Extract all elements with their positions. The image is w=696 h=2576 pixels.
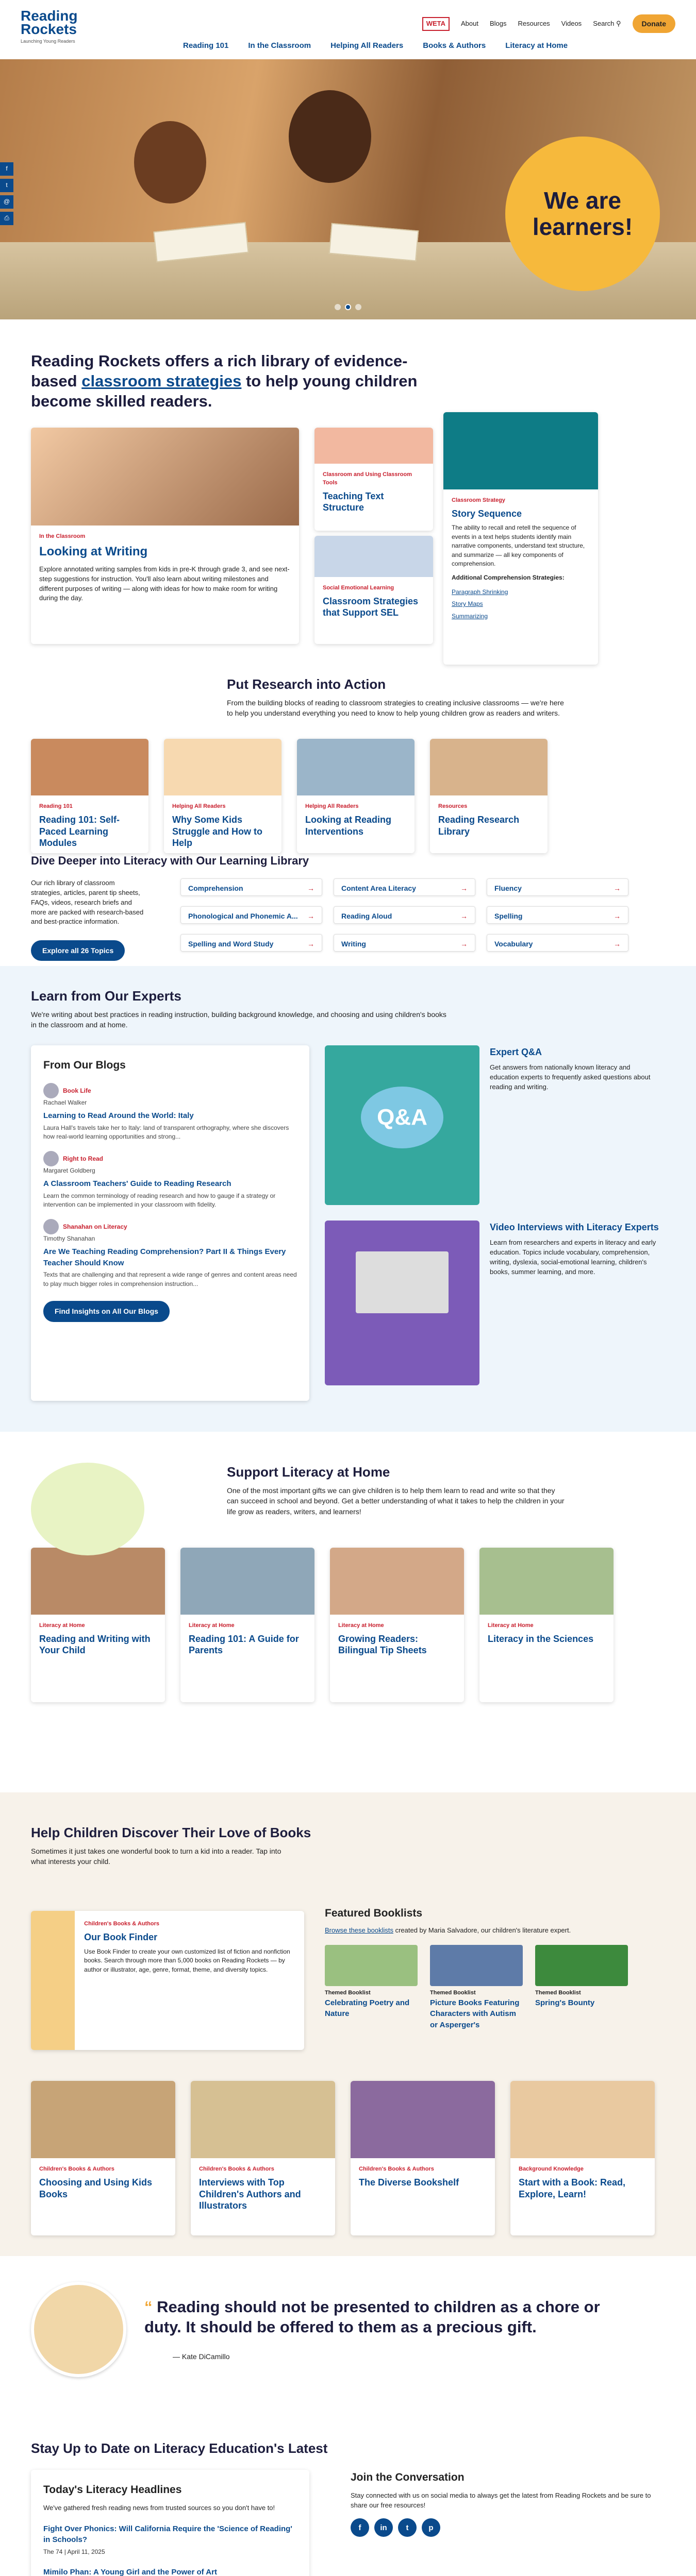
avatar <box>43 1219 59 1234</box>
card-eyebrow: Children's Books & Authors <box>84 1921 160 1927</box>
card-image <box>191 2081 335 2158</box>
stay-updated-section <box>31 2408 665 2576</box>
quote-text: “ Reading should not be presented to children as a chore or duty. It should be offered to them as a precious gift. <box>144 2298 600 2336</box>
research-section <box>31 675 665 853</box>
linkedin-icon[interactable]: in <box>374 2518 393 2537</box>
blog-post[interactable] <box>43 1151 297 1210</box>
facebook-icon[interactable]: f <box>351 2518 369 2537</box>
card-eyebrow: Literacy at Home <box>338 1622 384 1629</box>
card-title: Spring's Bounty <box>535 1998 595 2007</box>
card-title: Picture Books Featuring Characters with Autism or Asperger's <box>430 1998 520 2029</box>
qa-heading: Expert Q&A <box>490 1047 542 1058</box>
arrow-right-icon: → <box>460 884 468 892</box>
card-title: Reading 101: Self-Paced Learning Modules <box>39 815 120 849</box>
card-text: The ability to recall and retell the sequence of events in a text helps students identify main narrative components, understand text structure, and summarize — all key components of comprehension. <box>452 524 585 567</box>
qa-badge: Q&A <box>361 1087 443 1148</box>
card-image <box>510 2081 655 2158</box>
blog-name: Book Life <box>63 1087 91 1094</box>
card-eyebrow: Social Emotional Learning <box>323 585 394 591</box>
card-title: Looking at Writing <box>39 544 148 558</box>
post-title[interactable]: A Classroom Teachers' Guide to Reading Research <box>43 1179 231 1189</box>
research-text: From the building blocks of reading to classroom strategies to creating inclusive classrooms — we're here to help you understand everything you need to know to help young children grow as readers and writers. <box>227 698 564 717</box>
topic-grid <box>180 878 628 952</box>
browse-booklists-link[interactable]: Browse these booklists <box>325 1926 393 1934</box>
carousel-dot[interactable] <box>355 304 361 310</box>
weta-link[interactable]: WETA <box>422 17 450 31</box>
topic-vocabulary[interactable]: Vocabulary → <box>487 934 628 952</box>
hero-banner <box>0 59 696 319</box>
card-eyebrow: Reading 101 <box>39 803 73 810</box>
conversation-heading: Join the Conversation <box>351 2471 465 2484</box>
support-literacy-section <box>31 1432 665 1792</box>
arrow-right-icon: → <box>307 912 314 920</box>
nav-in-the-classroom[interactable]: In the Classroom <box>248 41 311 50</box>
card-image <box>31 1548 165 1615</box>
join-conversation <box>351 2470 665 2537</box>
card-eyebrow: Literacy at Home <box>488 1622 534 1629</box>
resources-link[interactable]: Resources <box>518 19 550 27</box>
books-card[interactable] <box>510 2081 655 2235</box>
headlines-panel <box>31 2470 309 2576</box>
nav-reading-101[interactable]: Reading 101 <box>183 41 229 50</box>
card-title: Looking at Reading Interventions <box>305 815 392 837</box>
card-title: Literacy in the Sciences <box>488 1633 594 1644</box>
card-title: Our Book Finder <box>84 1932 158 1943</box>
home-card[interactable] <box>330 1548 464 1702</box>
author-portrait <box>31 2282 126 2377</box>
booklists-heading: Featured Booklists <box>325 1907 423 1920</box>
headline-item[interactable] <box>43 2523 297 2557</box>
experts-section <box>0 966 696 1432</box>
post-title[interactable]: Are We Teaching Reading Comprehension? Part II & Things Every Teacher Should Know <box>43 1247 286 1267</box>
topic-content-area-literacy[interactable]: Content Area Literacy → <box>334 878 475 896</box>
headline-title[interactable]: Fight Over Phonics: Will California Require the 'Science of Reading' in Schools? <box>43 2524 292 2545</box>
books-card[interactable] <box>31 2081 175 2235</box>
experts-lead: We're writing about best practices in reading instruction, building background knowledge, and choosing and using children's books in the classroom and at home. <box>31 1010 446 1029</box>
topic-comprehension[interactable]: Comprehension → <box>180 878 322 896</box>
email-icon[interactable]: @ <box>0 195 13 209</box>
card-title: Start with a Book: Read, Explore, Learn! <box>519 2177 626 2199</box>
card-eyebrow: Children's Books & Authors <box>39 2166 114 2173</box>
social-links <box>351 2518 665 2537</box>
carousel-dot[interactable] <box>335 304 341 310</box>
card-image <box>325 1945 418 1986</box>
card-eyebrow: Children's Books & Authors <box>199 2166 274 2173</box>
research-card[interactable] <box>430 739 548 853</box>
utility-nav <box>422 14 675 33</box>
arrow-right-icon: → <box>460 940 468 948</box>
facebook-icon[interactable]: f <box>0 162 13 176</box>
quote-author: — Kate DiCamillo <box>173 2352 230 2361</box>
search-button[interactable] <box>593 19 621 29</box>
research-card[interactable] <box>164 739 281 853</box>
blog-name: Right to Read <box>63 1155 103 1162</box>
card-title: Classroom Strategies that Support SEL <box>323 596 419 618</box>
videos-link[interactable]: Videos <box>561 19 582 27</box>
discover-heading: Help Children Discover Their Love of Books <box>31 1825 311 1841</box>
twitter-icon[interactable]: t <box>398 2518 417 2537</box>
booklist-item[interactable] <box>430 1945 523 2031</box>
arrow-right-icon: → <box>460 912 468 920</box>
booklists-text: Browse these booklists created by Maria Salvadore, our children's literature expert. <box>325 1926 571 1934</box>
blogs-heading: From Our Blogs <box>43 1059 126 1072</box>
video-heading: Video Interviews with Literacy Experts <box>490 1222 659 1233</box>
about-link[interactable]: About <box>461 19 478 27</box>
post-excerpt: Learn the common terminology of reading research and how to gauge if a strategy or intervention can be implemented in your classroom with fidelity. <box>43 1192 276 1209</box>
blog-post[interactable] <box>43 1219 297 1289</box>
dive-text: Our rich library of classroom strategies, articles, parent tip sheets, FAQs, videos, research briefs and more are packed with research-based and best-practice information. <box>31 879 144 926</box>
arrow-right-icon: → <box>307 884 314 892</box>
site-logo[interactable] <box>21 9 98 45</box>
carousel-dot-active[interactable] <box>345 304 351 310</box>
arrow-right-icon: → <box>307 940 314 948</box>
card-image <box>31 739 148 795</box>
hero-child-figure <box>134 121 206 204</box>
video-interviews-block[interactable] <box>325 1221 665 1391</box>
card-eyebrow: Classroom and Using Classroom Tools <box>323 471 412 486</box>
story-sequence-card[interactable] <box>443 412 598 665</box>
card-image <box>443 412 598 489</box>
card-title: Reading Research Library <box>438 815 520 837</box>
share-bar <box>0 162 13 225</box>
card-eyebrow: Themed Booklist <box>325 1989 371 1996</box>
card-title: Choosing and Using Kids Books <box>39 2177 152 2199</box>
learning-library-section <box>31 853 665 966</box>
avatar <box>43 1083 59 1098</box>
card-image <box>31 428 299 526</box>
stay-heading: Stay Up to Date on Literacy Education's Latest <box>31 2441 328 2456</box>
more-strategies-label: Additional Comprehension Strategies: <box>452 574 565 582</box>
research-card[interactable] <box>297 739 415 853</box>
research-heading: Put Research into Action <box>227 676 386 692</box>
card-title: Story Sequence <box>452 508 522 519</box>
laptop-icon <box>356 1251 449 1313</box>
explore-topics-button[interactable]: Explore all 26 Topics <box>31 940 125 961</box>
support-heading: Support Literacy at Home <box>227 1464 390 1480</box>
headline-title[interactable]: Mimilo Phan: A Young Girl and the Power of Art <box>43 2568 217 2576</box>
card-title: Growing Readers: Bilingual Tip Sheets <box>338 1633 427 1656</box>
all-blogs-button[interactable]: Find Insights on All Our Blogs <box>43 1301 170 1321</box>
card-eyebrow: In the Classroom <box>39 533 86 539</box>
arrow-right-icon: → <box>614 912 621 920</box>
headlines-heading: Today's Literacy Headlines <box>43 2484 182 2496</box>
post-author: Rachael Walker <box>43 1098 87 1106</box>
blog-post[interactable] <box>43 1083 297 1142</box>
support-illustration <box>31 1463 144 1555</box>
post-excerpt: Texts that are challenging and that represent a wide range of genres and content areas need to play much bigger roles in comprehension instruction... <box>43 1271 297 1287</box>
discover-books-section <box>0 1792 696 2256</box>
books-card[interactable] <box>351 2081 495 2235</box>
looking-at-writing-card[interactable] <box>31 428 299 644</box>
research-card[interactable] <box>31 739 148 853</box>
card-eyebrow: Literacy at Home <box>39 1622 85 1629</box>
classroom-strategies-link[interactable]: classroom strategies <box>81 371 242 390</box>
dive-heading: Dive Deeper into Literacy with Our Learning Library <box>31 854 309 867</box>
support-text: One of the most important gifts we can give children is to help them learn to read and write so that they can succeed in school and beyond. Get a better understanding of what it takes to help the children in your life grow as readers, writers, and learners! <box>227 1486 565 1516</box>
library-heading: Reading Rockets offers a rich library of evidence-based classroom strategies to help young children become skilled readers. <box>31 352 418 410</box>
featured-booklists <box>325 1906 665 2030</box>
search-label: Search <box>593 19 615 27</box>
post-title[interactable]: Learning to Read Around the World: Italy <box>43 1111 194 1121</box>
headline-item[interactable] <box>43 2567 297 2576</box>
topic-writing[interactable]: Writing → <box>334 934 475 952</box>
card-eyebrow: Background Knowledge <box>519 2166 584 2173</box>
topic-spelling-word-study[interactable]: Spelling and Word Study → <box>180 934 322 952</box>
video-image <box>325 1221 479 1385</box>
main-nav <box>183 40 568 52</box>
topic-spelling[interactable]: Spelling → <box>487 906 628 924</box>
qa-text: Get answers from nationally known literacy and education experts to frequently asked questions about reading and writing. <box>490 1063 651 1091</box>
headlines-text: We've gathered fresh reading news from trusted sources so you don't have to! <box>43 2503 275 2512</box>
card-title: The Diverse Bookshelf <box>359 2177 459 2188</box>
post-author: Timothy Shanahan <box>43 1234 95 1242</box>
card-title: Teaching Text Structure <box>323 490 384 513</box>
search-icon: ⚲ <box>616 19 621 27</box>
blogs-link[interactable]: Blogs <box>490 19 507 27</box>
sel-card[interactable] <box>314 536 433 644</box>
book-finder-card[interactable] <box>31 1911 304 2050</box>
card-eyebrow: Classroom Strategy <box>452 497 505 503</box>
card-eyebrow: Literacy at Home <box>189 1622 235 1629</box>
topic-phonological[interactable]: Phonological and Phonemic A... → <box>180 906 322 924</box>
card-image <box>351 2081 495 2158</box>
card-image <box>297 739 415 795</box>
quote-section <box>31 2256 665 2408</box>
headline-source: The 74 | April 11, 2025 <box>43 2548 105 2556</box>
logo-text: Reading Rockets <box>21 8 78 37</box>
carousel-dots <box>335 304 361 310</box>
expert-qa-block[interactable] <box>325 1045 665 1215</box>
hero-child-figure <box>289 90 371 183</box>
topic-fluency[interactable]: Fluency → <box>487 878 628 896</box>
conversation-text: Stay connected with us on social media to always get the latest from Reading Rockets and be sure to share our free resources! <box>351 2491 651 2509</box>
post-author: Margaret Goldberg <box>43 1166 95 1174</box>
books-card[interactable] <box>191 2081 335 2235</box>
post-excerpt: Laura Hall's travels take her to Italy: land of transparent orthography, where she discovers how real-world learning opportunities and strong... <box>43 1124 289 1141</box>
discover-lead: Sometimes it just takes one wonderful book to turn a kid into a reader. Tap into what interests your child. <box>31 1846 281 1866</box>
card-text: Use Book Finder to create your own customized list of fiction and nonfiction books. Search through more than 5,000 books on Reading Rockets — by author or illustrator, age, genre, format, theme, and diversity topics. <box>84 1947 290 1973</box>
booklist-item[interactable] <box>325 1945 418 2031</box>
nav-helping-all-readers[interactable]: Helping All Readers <box>330 41 404 50</box>
pinterest-icon[interactable]: p <box>422 2518 440 2537</box>
arrow-right-icon: → <box>614 940 621 948</box>
experts-heading: Learn from Our Experts <box>31 988 181 1004</box>
hero-speech-bubble: We are learners! <box>505 137 660 291</box>
card-image <box>164 739 281 795</box>
card-image <box>31 1911 75 2050</box>
card-title: Reading and Writing with Your Child <box>39 1633 151 1656</box>
home-card[interactable] <box>479 1548 614 1702</box>
strategy-links <box>452 588 590 621</box>
home-card[interactable] <box>31 1548 165 1702</box>
card-image <box>535 1945 628 1986</box>
card-eyebrow: Helping All Readers <box>305 803 359 810</box>
blog-name: Shanahan on Literacy <box>63 1223 127 1230</box>
card-eyebrow: Children's Books & Authors <box>359 2166 434 2173</box>
card-eyebrow: Resources <box>438 803 468 810</box>
blogs-panel <box>31 1045 309 1401</box>
video-text: Learn from researchers and experts in literacy and early education. Topics include vocabulary, comprehension, writing, dyslexia, social-emotional learning, children's books, summer learning, and more. <box>490 1239 656 1276</box>
text-structure-card[interactable] <box>314 428 433 531</box>
card-image <box>330 1548 464 1615</box>
avatar <box>43 1151 59 1166</box>
card-eyebrow: Helping All Readers <box>172 803 226 810</box>
nav-literacy-at-home[interactable]: Literacy at Home <box>505 41 568 50</box>
card-image <box>31 2081 175 2158</box>
topic-reading-aloud[interactable]: Reading Aloud → <box>334 906 475 924</box>
twitter-icon[interactable]: t <box>0 179 13 192</box>
card-image <box>479 1548 614 1615</box>
arrow-right-icon: → <box>614 884 621 892</box>
quote-icon: “ <box>144 2298 157 2316</box>
logo-tagline: Launching Young Readers <box>21 39 75 44</box>
qa-image <box>325 1045 479 1205</box>
strategy-link[interactable]: Paragraph Shrinking <box>452 588 508 596</box>
card-title: Why Some Kids Struggle and How to Help <box>172 815 262 849</box>
card-image <box>314 536 433 577</box>
site-header <box>0 0 696 59</box>
print-icon[interactable]: ⎙ <box>0 212 13 225</box>
card-title: Reading 101: A Guide for Parents <box>189 1633 299 1656</box>
donate-button[interactable]: Donate <box>633 14 675 33</box>
strategy-link[interactable]: Summarizing <box>452 612 488 620</box>
card-title: Interviews with Top Children's Authors and Illustrators <box>199 2177 301 2211</box>
nav-books-authors[interactable]: Books & Authors <box>423 41 486 50</box>
card-eyebrow: Themed Booklist <box>430 1989 476 1996</box>
card-title: Celebrating Poetry and Nature <box>325 1998 410 2019</box>
card-eyebrow: Themed Booklist <box>535 1989 581 1996</box>
booklist-item[interactable] <box>535 1945 628 2031</box>
strategy-link[interactable]: Story Maps <box>452 600 483 608</box>
library-section <box>31 319 665 853</box>
card-image <box>430 1945 523 1986</box>
card-image <box>430 739 548 795</box>
card-image <box>314 428 433 464</box>
card-image <box>180 1548 314 1615</box>
home-card[interactable] <box>180 1548 314 1702</box>
card-text: Explore annotated writing samples from kids in pre-K through grade 3, and see next-step suggestions for instruction. You'll also learn about writing milestones and different purposes of writing — along with ideas for how to make room for writing during the day. <box>39 565 290 602</box>
